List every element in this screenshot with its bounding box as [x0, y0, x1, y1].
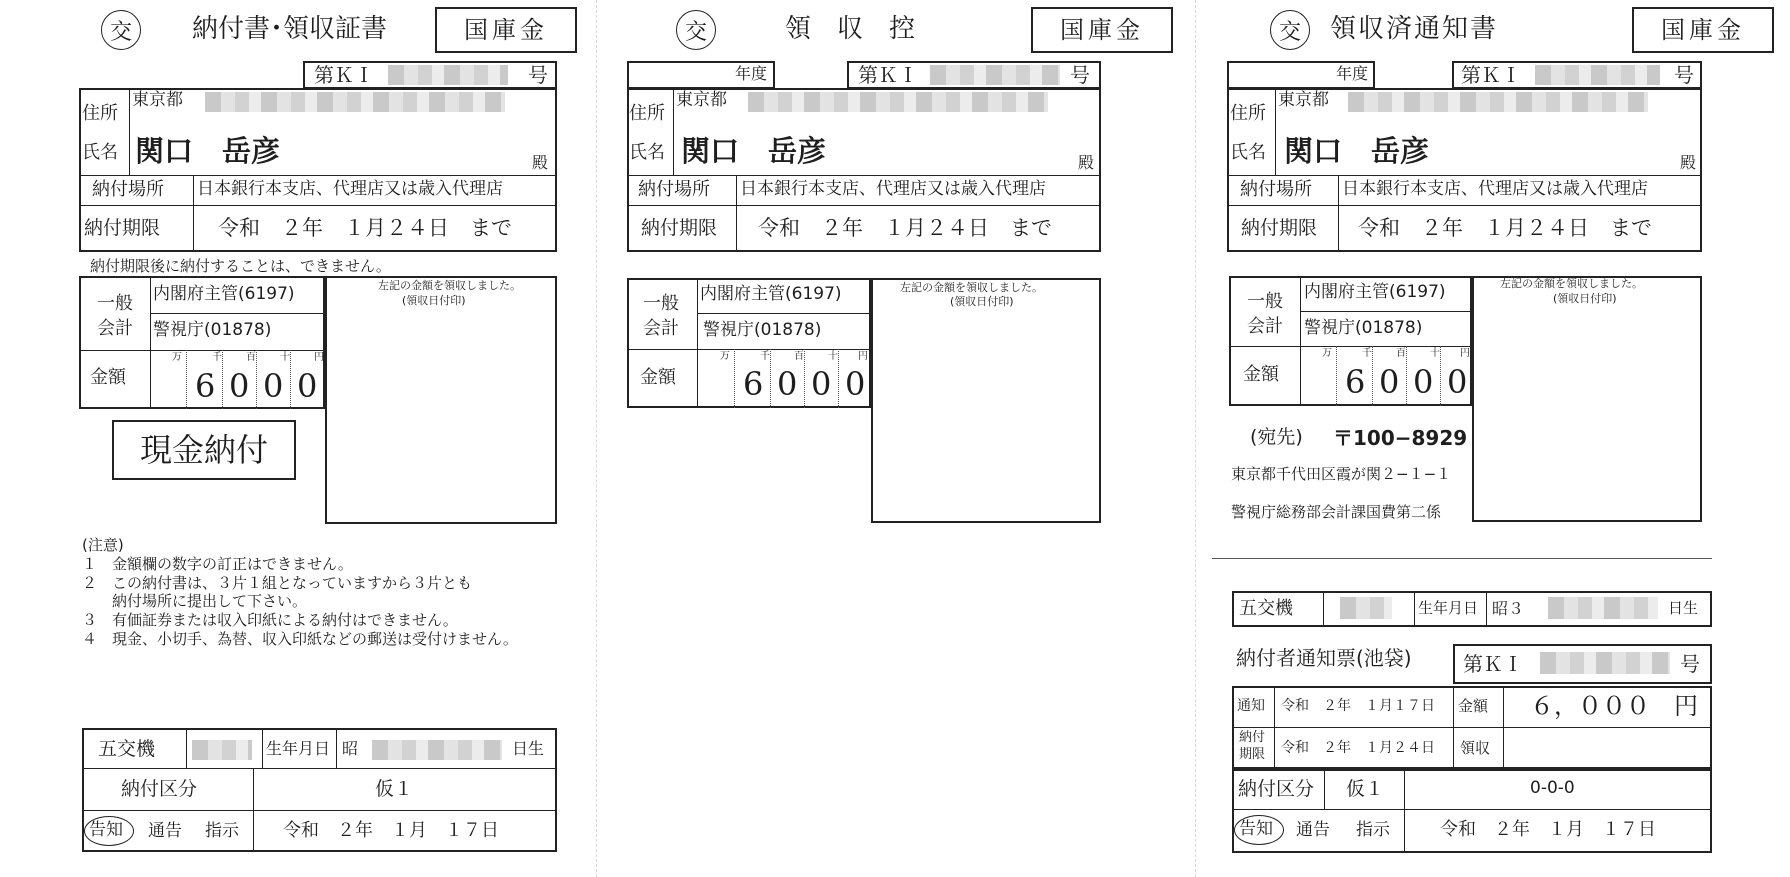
address-value: 東京都 — [1278, 90, 1329, 110]
name-value: 関口 岳彦 — [1284, 134, 1430, 168]
amount-digit: 0 — [811, 365, 832, 403]
addressee-label: (宛先) — [1250, 426, 1303, 448]
receipt-stamp-box — [1472, 276, 1702, 522]
notice-label: 通知 — [1237, 698, 1265, 714]
ministry: 内閣府主管(6197) — [1304, 282, 1446, 302]
ministry: 内閣府主管(6197) — [700, 284, 842, 304]
digit-label: 百 — [794, 351, 804, 362]
amount-digit: 0 — [777, 365, 798, 403]
year-label: 年度 — [735, 64, 768, 83]
stamp-note: (領収日付印) — [402, 294, 466, 307]
receipt-label: 領収 — [1460, 739, 1491, 757]
shiji-label: 指示 — [1356, 820, 1390, 840]
ministry: 内閣府主管(6197) — [153, 284, 295, 304]
payment-place-label: 納付場所 — [1240, 179, 1312, 200]
payment-place-value: 日本銀行本支店、代理店又は歳入代理店 — [740, 179, 1046, 199]
number-prefix: 第ＫＩ — [1461, 63, 1521, 87]
stamp-note: 左記の金額を領収しました。 — [900, 281, 1043, 294]
kokko-badge: 国庫金 — [1632, 7, 1774, 53]
account-label: 会計 — [97, 318, 133, 339]
kokko-badge: 国庫金 — [1031, 7, 1173, 53]
amount-digit: 0 — [297, 367, 318, 405]
stamp-note: 左記の金額を領収しました。 — [1500, 277, 1643, 290]
redacted-address — [748, 92, 1048, 112]
birth-label: 生年月日 — [266, 739, 331, 758]
name-label: 氏名 — [82, 142, 118, 163]
year-label: 年度 — [1336, 64, 1369, 83]
panel-divider — [1195, 0, 1196, 877]
redacted-machine — [1340, 597, 1392, 619]
amount-digit: 0 — [845, 365, 866, 403]
amount-digit: 6 — [195, 367, 216, 405]
kou-mark: 交 — [101, 10, 141, 50]
payment-place-label: 納付場所 — [92, 179, 164, 200]
digit-label: 万 — [720, 351, 730, 362]
shiji-label: 指示 — [205, 821, 239, 841]
account-label: 会計 — [1247, 316, 1283, 337]
tsukoku-label: 通告 — [148, 821, 182, 841]
redacted-address — [205, 92, 505, 112]
machine-label: 五交機 — [1239, 598, 1293, 619]
digit-label: 十 — [828, 351, 838, 362]
notes-title: (注意) — [82, 536, 124, 554]
number-suffix: 号 — [528, 63, 548, 87]
name-label: 氏名 — [1230, 142, 1266, 163]
birth-label: 生年月日 — [1418, 599, 1479, 617]
note-item: １ 金額欄の数字の訂正はできません。 — [82, 555, 353, 573]
due-label: 納付期限 — [84, 217, 161, 239]
general-label: 一般 — [643, 293, 679, 314]
birth-era: 昭３ — [1492, 599, 1525, 618]
account-label: 会計 — [643, 318, 679, 339]
note-item: 納付場所に提出して下さい。 — [82, 592, 308, 610]
birth-suffix: 日生 — [1668, 599, 1699, 617]
due-value: 令和 ２年 １月２４日 まで — [218, 216, 512, 240]
number-prefix: 第ＫＩ — [858, 63, 918, 87]
general-label: 一般 — [1247, 291, 1283, 312]
redacted-number — [1540, 652, 1670, 674]
digit-label: 円 — [314, 352, 324, 363]
amount-digit: 0 — [1413, 363, 1434, 401]
note-item: ３ 有価証券または収入印紙による納付はできません。 — [82, 611, 458, 629]
note-item: ２ この納付書は、３片１組となっていますから３片とも — [82, 574, 473, 592]
kokuchi-label: 告知 — [89, 820, 123, 840]
category-value: 仮１ — [375, 778, 414, 800]
notice-date: 令和 ２年 １月 １７日 — [283, 820, 499, 841]
redacted-number — [388, 65, 508, 85]
amount-digit: 0 — [1447, 363, 1468, 401]
notice-date: 令和 ２年 １月１７日 — [1281, 698, 1435, 714]
due-label: 納付 — [1239, 730, 1266, 745]
digit-label: 千 — [212, 352, 222, 363]
number-prefix: 第ＫＩ — [1463, 652, 1523, 676]
birth-suffix: 日生 — [512, 739, 545, 758]
receipt-stamp-box — [325, 276, 557, 524]
name-value: 関口 岳彦 — [681, 134, 827, 168]
due-value: 令和 ２年 １月２４日 まで — [1358, 216, 1652, 240]
panel-title: 領収済通知書 — [1330, 14, 1499, 44]
stamp-note: 左記の金額を領収しました。 — [378, 279, 521, 292]
amount-value: ６，０００ 円 — [1530, 692, 1698, 720]
category-code: 0-0-0 — [1530, 778, 1575, 798]
postal-code: 〒100−8929 — [1333, 426, 1468, 450]
due-value: 令和 ２年 １月２４日 まで — [758, 216, 1052, 240]
number-suffix: 号 — [1070, 63, 1090, 87]
number-suffix: 号 — [1680, 652, 1700, 676]
late-warning: 納付期限後に納付することは、できません。 — [90, 257, 391, 275]
redacted-machine — [192, 740, 252, 760]
amount-label: 金額 — [1243, 364, 1279, 385]
cut-line — [1212, 558, 1712, 559]
agency: 警視庁(01878) — [703, 320, 822, 340]
kokuchi-label: 告知 — [1239, 819, 1273, 839]
amount-label: 金額 — [640, 367, 676, 388]
addressee-department: 警視庁総務部会計課国費第二係 — [1231, 503, 1442, 521]
general-label: 一般 — [97, 293, 133, 314]
category-value: 仮１ — [1346, 778, 1385, 800]
digit-label: 十 — [280, 352, 290, 363]
name-label: 氏名 — [629, 142, 665, 163]
redacted-number — [930, 65, 1060, 85]
digit-label: 百 — [1396, 348, 1406, 359]
digit-label: 千 — [760, 351, 770, 362]
digit-label: 百 — [246, 352, 256, 363]
kou-mark: 交 — [1270, 10, 1310, 50]
category-label: 納付区分 — [121, 778, 198, 800]
amount-digit: 6 — [1345, 363, 1366, 401]
amount-label: 金額 — [90, 367, 126, 388]
digit-label: 万 — [172, 352, 182, 363]
kokko-badge: 国庫金 — [435, 7, 577, 53]
stamp-note: (領収日付印) — [1553, 292, 1617, 305]
cash-payment-badge: 現金納付 — [112, 420, 296, 480]
address-value: 東京都 — [676, 90, 727, 110]
amount-label: 金額 — [1458, 697, 1489, 715]
address-label: 住所 — [1230, 103, 1266, 124]
amount-digit: 6 — [743, 365, 764, 403]
redacted-birthdate — [1548, 597, 1658, 619]
panel-divider — [596, 0, 597, 877]
address-label: 住所 — [82, 103, 118, 124]
redacted-birthdate — [372, 740, 502, 760]
stamp-note: (領収日付印) — [950, 295, 1014, 308]
dono: 殿 — [1680, 153, 1697, 172]
due-label: 納付期限 — [641, 217, 718, 239]
category-label: 納付区分 — [1238, 778, 1315, 800]
machine-label: 五交機 — [98, 738, 156, 760]
name-value: 関口 岳彦 — [135, 134, 281, 168]
notice-date: 令和 ２年 １月 １７日 — [1440, 819, 1656, 840]
amount-digit: 0 — [229, 367, 250, 405]
digit-label: 円 — [1460, 348, 1470, 359]
due-label: 期限 — [1239, 747, 1266, 762]
redacted-address — [1348, 92, 1648, 112]
number-suffix: 号 — [1674, 63, 1694, 87]
birth-era: 昭 — [342, 739, 359, 758]
panel-title: 領 収 控 — [785, 14, 916, 44]
digit-label: 円 — [858, 351, 868, 362]
address-value: 東京都 — [132, 90, 183, 110]
panel-title: 納付書･領収証書 — [192, 14, 388, 44]
number-prefix: 第ＫＩ — [314, 63, 374, 87]
address-label: 住所 — [629, 103, 665, 124]
dono: 殿 — [1078, 153, 1095, 172]
digit-label: 十 — [1430, 348, 1440, 359]
payment-place-label: 納付場所 — [638, 179, 710, 200]
amount-digit: 0 — [263, 367, 284, 405]
tsukoku-label: 通告 — [1296, 820, 1330, 840]
addressee-address: 東京都千代田区霞が関２−１−１ — [1231, 465, 1452, 483]
receipt-stamp-box — [871, 278, 1101, 523]
digit-label: 万 — [1322, 348, 1332, 359]
notice-title: 納付者通知票(池袋) — [1236, 646, 1412, 670]
payment-place-value: 日本銀行本支店、代理店又は歳入代理店 — [1342, 179, 1648, 199]
due-date: 令和 ２年 １月２４日 — [1281, 740, 1435, 756]
digit-label: 千 — [1362, 348, 1372, 359]
note-item: ４ 現金、小切手、為替、収入印紙などの郵送は受付けません。 — [82, 630, 518, 648]
amount-digit: 0 — [1379, 363, 1400, 401]
kou-mark: 交 — [676, 10, 716, 50]
payment-place-value: 日本銀行本支店、代理店又は歳入代理店 — [197, 179, 503, 199]
redacted-number — [1535, 65, 1660, 85]
dono: 殿 — [532, 153, 549, 172]
due-label: 納付期限 — [1241, 217, 1318, 239]
agency: 警視庁(01878) — [153, 320, 272, 340]
agency: 警視庁(01878) — [1304, 318, 1423, 338]
